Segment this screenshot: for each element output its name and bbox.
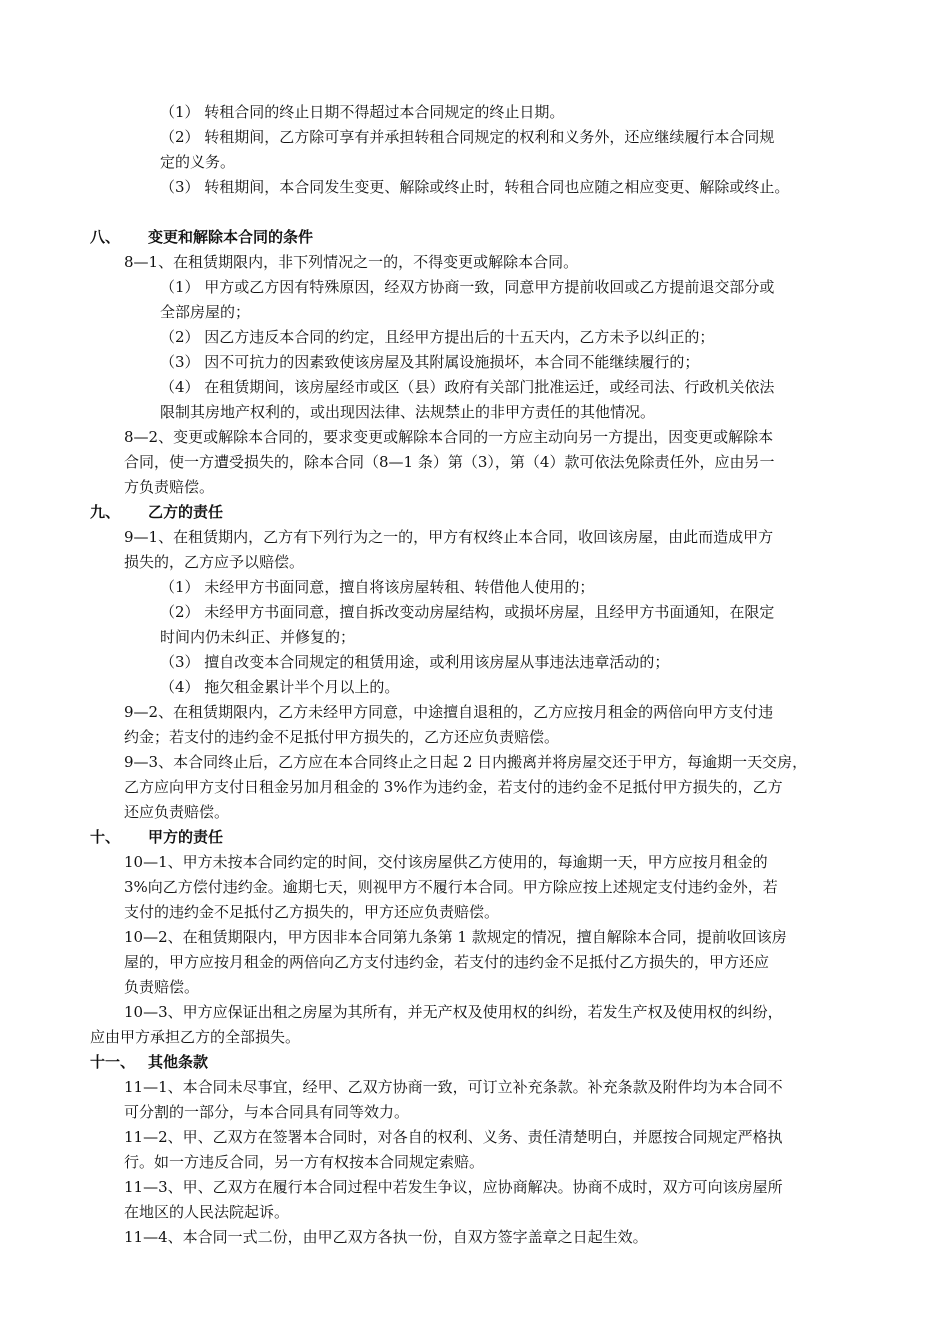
clause-11-4: 11—4、本合同一式二份，由甲乙双方各执一份，自双方签字盖章之日起生效。 — [124, 1228, 648, 1246]
clause-9-1-cont: 损失的，乙方应予以赔偿。 — [124, 553, 305, 571]
clause-8-2-cont-2: 方负责赔偿。 — [124, 478, 215, 496]
clause-8-1-item-4-cont: 限制其房地产权利的，或出现因法律、法规禁止的非甲方责任的其他情况。 — [160, 403, 656, 421]
clause-9-1-item-2: （2） 未经甲方书面同意，擅自拆改变动房屋结构，或损坏房屋，且经甲方书面通知，在限定 — [160, 603, 775, 621]
clause-8-1-item-4: （4） 在租赁期间，该房屋经市或区（县）政府有关部门批准运迁，或经司法、行政机关依法 — [160, 378, 775, 396]
clause-10-3: 10—3、甲方应保证出租之房屋为其所有，并无产权及使用权的纠纷，若发生产权及使用权的纠纷， — [124, 1003, 783, 1021]
clause-10-2: 10—2、在租赁期限内，甲方因非本合同第九条第 1 款规定的情况，擅自解除本合同，提前收回该房 — [124, 928, 787, 946]
clause-9-2: 9—2、在租赁期限内，乙方未经甲方同意，中途擅自退租的，乙方应按月租金的两倍向甲方支付违 — [124, 703, 774, 721]
section-9-heading — [90, 500, 223, 524]
clause-11-2: 11—2、甲、乙双方在签署本合同时，对各自的权利、义务、责任清楚明白，并愿按合同规定严格执 — [124, 1128, 783, 1146]
clause-10-1-cont-1: 3%向乙方偿付违约金。逾期七天，则视甲方不履行本合同。甲方除应按上述规定支付违约金外，若 — [124, 878, 778, 896]
clause-10-2-cont-2: 负责赔偿。 — [124, 978, 200, 996]
clause-11-3: 11—3、甲、乙双方在履行本合同过程中若发生争议，应协商解决。协商不成时，双方可向该房屋所 — [124, 1178, 783, 1196]
clause-9-2-cont: 约金；若支付的违约金不足抵付甲方损失的，乙方还应负责赔偿。 — [124, 728, 560, 746]
section-11-title: 其他条款 — [148, 1053, 209, 1071]
clause-9-1-item-2-cont: 时间内仍未纠正、并修复的； — [160, 628, 356, 646]
section-10-title: 甲方的责任 — [148, 828, 224, 846]
section-8-title: 变更和解除本合同的条件 — [148, 228, 314, 246]
clause-10-3-cont: 应由甲方承担乙方的全部损失。 — [90, 1028, 301, 1046]
clause-11-2-cont: 行。如一方违反合同，另一方有权按本合同规定索赔。 — [124, 1153, 485, 1171]
clause-11-1-cont: 可分割的一部分，与本合同具有同等效力。 — [124, 1103, 410, 1121]
section-9-title: 乙方的责任 — [148, 503, 224, 521]
clause-10-1: 10—1、甲方未按本合同约定的时间，交付该房屋供乙方使用的，每逾期一天，甲方应按月租金的 — [124, 853, 768, 871]
section-8-number: 八、 — [90, 228, 121, 246]
clause-8-2-cont-1: 合同，使一方遭受损失的，除本合同（8—1 条）第（3），第（4）款可依法免除责任外，应由另一 — [124, 453, 775, 471]
clause-9-1-item-1: （1） 未经甲方书面同意，擅自将该房屋转租、转借他人使用的； — [160, 578, 595, 596]
section-10-heading — [90, 825, 223, 849]
clause-9-3-cont-1: 乙方应向甲方支付日租金另加月租金的 3%作为违约金，若支付的违约金不足抵付甲方损失的，乙方 — [124, 778, 783, 796]
clause-10-2-cont-1: 屋的，甲方应按月租金的两倍向乙方支付违约金，若支付的违约金不足抵付乙方损失的，甲方还应 — [124, 953, 770, 971]
clause-9-3-cont-2: 还应负责赔偿。 — [124, 803, 230, 821]
clause-9-3: 9—3、本合同终止后，乙方应在本合同终止之日起 2 日内搬离并将房屋交还于甲方，每逾期一天交房， — [124, 753, 808, 771]
clause-9-1: 9—1、在租赁期内，乙方有下列行为之一的，甲方有权终止本合同，收回该房屋，由此而造成甲方 — [124, 528, 774, 546]
clause-11-3-cont: 在地区的人民法院起诉。 — [124, 1203, 290, 1221]
clause-8-1-item-1-cont: 全部房屋的； — [160, 303, 251, 321]
section-8-heading — [90, 225, 313, 249]
clause-9-1-item-3: （3） 擅自改变本合同规定的租赁用途，或利用该房屋从事违法违章活动的； — [160, 653, 670, 671]
clause-8-1-item-3: （3） 因不可抗力的因素致使该房屋及其附属设施损坏，本合同不能继续履行的； — [160, 353, 700, 371]
clause-8-1-item-2: （2） 因乙方违反本合同的约定，且经甲方提出后的十五天内，乙方未予以纠正的； — [160, 328, 715, 346]
section-11-heading — [90, 1050, 208, 1074]
sublet-clause-3: （3） 转租期间，本合同发生变更、解除或终止时，转租合同也应随之相应变更、解除或终止。 — [160, 178, 790, 196]
clause-9-1-item-4: （4） 拖欠租金累计半个月以上的。 — [160, 678, 400, 696]
clause-8-1: 8—1、在租赁期限内，非下列情况之一的，不得变更或解除本合同。 — [124, 253, 579, 271]
sublet-clause-2: （2） 转租期间，乙方除可享有并承担转租合同规定的权利和义务外，还应继续履行本合同规 — [160, 128, 775, 146]
section-9-number: 九、 — [90, 503, 121, 521]
section-11-number: 十一、 — [90, 1053, 136, 1071]
clause-8-1-item-1: （1） 甲方或乙方因有特殊原因，经双方协商一致，同意甲方提前收回或乙方提前退交部分或 — [160, 278, 775, 296]
clause-10-1-cont-2: 支付的违约金不足抵付乙方损失的，甲方还应负责赔偿。 — [124, 903, 500, 921]
sublet-clause-2-cont: 定的义务。 — [160, 153, 236, 171]
clause-11-1: 11—1、本合同未尽事宜，经甲、乙双方协商一致，可订立补充条款。补充条款及附件均为本合同不 — [124, 1078, 783, 1096]
section-10-number: 十、 — [90, 828, 121, 846]
sublet-clause-1: （1） 转租合同的终止日期不得超过本合同规定的终止日期。 — [160, 103, 565, 121]
clause-8-2: 8—2、变更或解除本合同的，要求变更或解除本合同的一方应主动向另一方提出，因变更或解除本 — [124, 428, 774, 446]
